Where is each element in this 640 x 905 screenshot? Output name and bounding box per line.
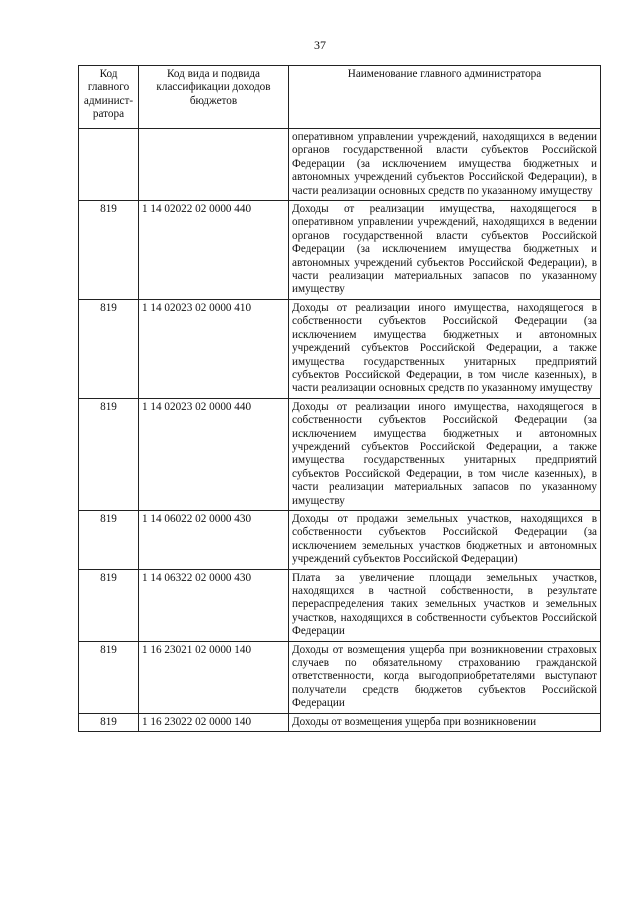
- admin-name-cell: Доходы от реализации имущества, находящегося в оперативном управлении учреждений, находящихся в ведении органов государственной власти субъектов Российской Федерации (за исключением имущества бюджетных и автономных учреждений субъектов Российской Федерации), в части реализации материальных запасов по указанному имуществу: [289, 201, 601, 300]
- revenue-code-cell: 1 14 02023 02 0000 410: [139, 299, 289, 398]
- revenue-code-cell: 1 14 06022 02 0000 430: [139, 510, 289, 569]
- revenue-code-cell: 1 14 02023 02 0000 440: [139, 398, 289, 510]
- revenue-code-cell: 1 16 23021 02 0000 140: [139, 641, 289, 713]
- admin-code-cell: 819: [79, 569, 139, 641]
- admin-code-cell: 819: [79, 299, 139, 398]
- admin-name-cell: Доходы от реализации иного имущества, находящегося в собственности субъектов Российской Федерации (за исключением имущества бюджетных и автономных учреждений субъектов Российской Федерации, а также имущества государственных унитарных предприятий субъектов Российской Федерации, в том числе казенных), в части реализации основных средств по указанному имуществу: [289, 299, 601, 398]
- table-row: [79, 641, 601, 713]
- admin-name-cell: Доходы от продажи земельных участков, находящихся в собственности субъектов Российской Федерации (за исключением земельных участков бюджетных и автономных учреждений субъектов Российской Федерации): [289, 510, 601, 569]
- administrators-table: [78, 65, 601, 732]
- admin-code-cell: 819: [79, 641, 139, 713]
- admin-code-cell: 819: [79, 713, 139, 731]
- admin-code-cell: [79, 129, 139, 201]
- table-row: [79, 129, 601, 201]
- revenue-code-cell: 1 16 23022 02 0000 140: [139, 713, 289, 731]
- table-row: [79, 569, 601, 641]
- admin-name-cell: Доходы от возмещения ущерба при возникновении страховых случаев по обязательному страхованию гражданской ответственности, когда выгодоприобретателями выступают получатели средств бюджетов субъектов Российской Федерации: [289, 641, 601, 713]
- header-admin-code: Код главного админист-ратора: [79, 66, 139, 129]
- header-admin-name: Наименование главного администратора: [289, 66, 601, 129]
- revenue-code-cell: 1 14 06322 02 0000 430: [139, 569, 289, 641]
- table-header-row: [79, 66, 601, 129]
- table-row: [79, 510, 601, 569]
- admin-code-cell: 819: [79, 201, 139, 300]
- admin-code-cell: 819: [79, 510, 139, 569]
- revenue-code-cell: 1 14 02022 02 0000 440: [139, 201, 289, 300]
- table-row: [79, 299, 601, 398]
- revenue-code-cell: [139, 129, 289, 201]
- table-row: [79, 713, 601, 731]
- page-number: 37: [314, 38, 326, 52]
- admin-name-cell: Плата за увеличение площади земельных участков, находящихся в частной собственности, в результате перераспределения таких земельных участков и земельных участков, находящихся в собственности субъектов Российской Федерации: [289, 569, 601, 641]
- admin-name-cell: оперативном управлении учреждений, находящихся в ведении органов государственной власти субъектов Российской Федерации (за исключением имущества бюджетных и автономных учреждений субъектов Российской Федерации), в части реализации основных средств по указанному имуществу: [289, 129, 601, 201]
- admin-name-cell: Доходы от возмещения ущерба при возникновении: [289, 713, 601, 731]
- table-row: [79, 201, 601, 300]
- admin-code-cell: 819: [79, 398, 139, 510]
- header-revenue-code: Код вида и подвида классификации доходов бюджетов: [139, 66, 289, 129]
- table-row: [79, 398, 601, 510]
- admin-name-cell: Доходы от реализации иного имущества, находящегося в собственности субъектов Российской Федерации (за исключением имущества бюджетных и автономных учреждений субъектов Российской Федерации, а также имущества государственных унитарных предприятий субъектов Российской Федерации, в том числе казенных), в части реализации материальных запасов по указанному имуществу: [289, 398, 601, 510]
